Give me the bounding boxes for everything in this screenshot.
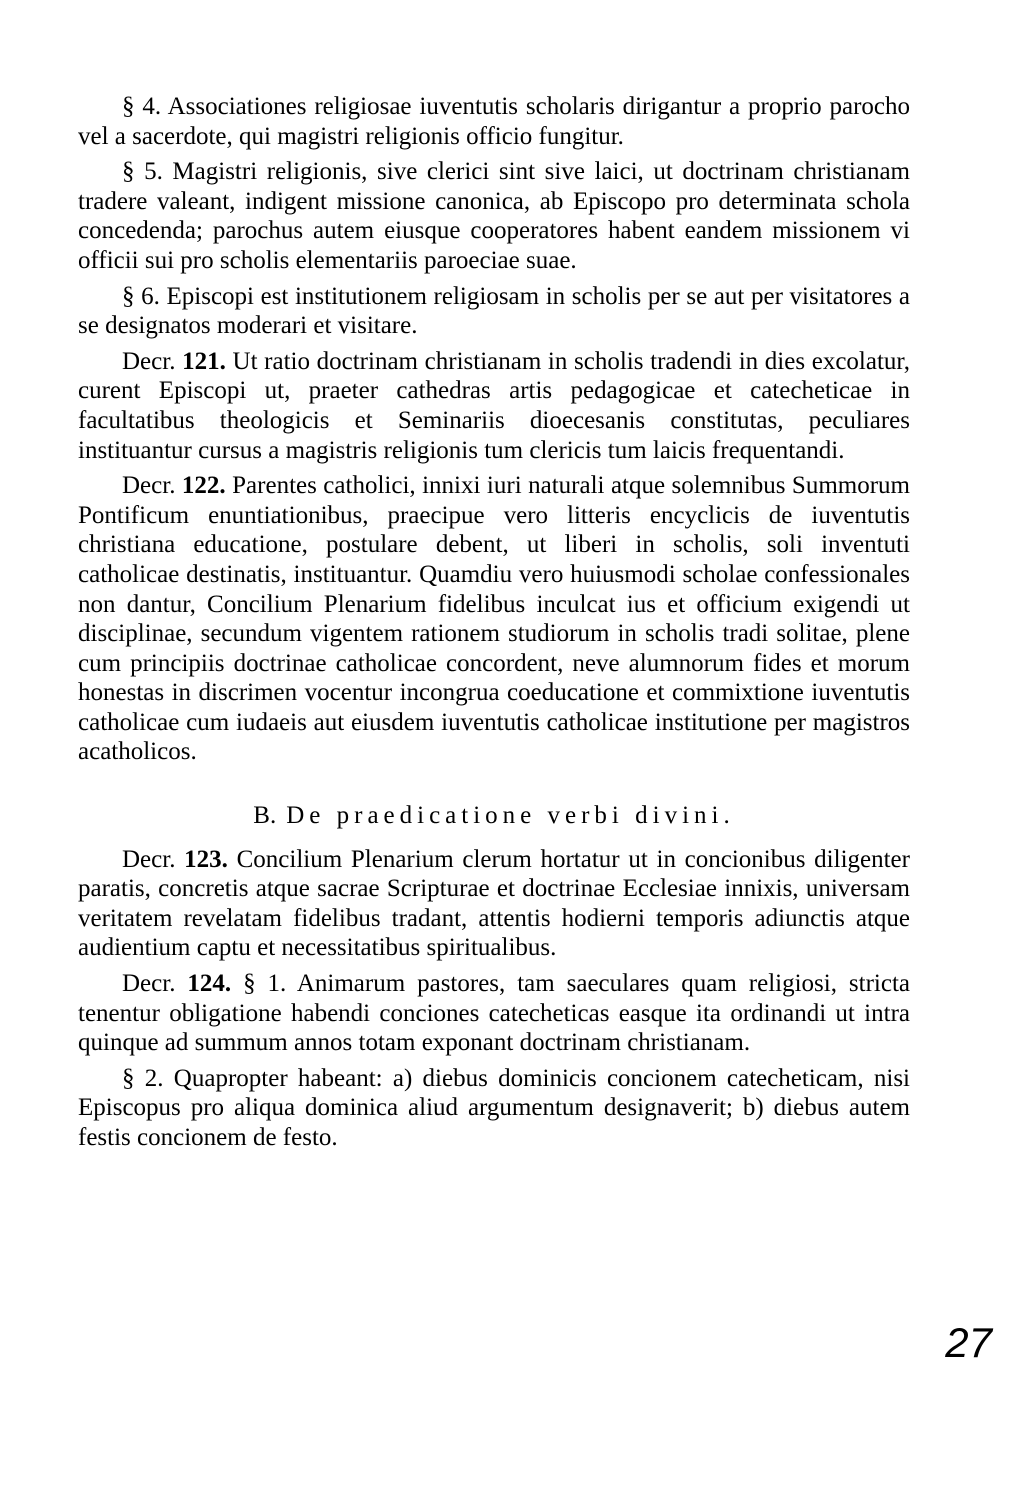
paragraph-text: Episcopi est institutionem religiosam in scholis per se aut per visitatores a se designatos moderari et visitare. [78,282,910,340]
paragraph-text: Quapropter habeant: a) diebus dominicis concionem catecheticam, nisi Episcopus pro aliqua dominica aliud argumentum designaverit; b) diebus autem festis concionem de festo. [78,1064,911,1151]
decree-number: 122. [181,472,226,500]
paragraph-prefix: § 6. [122,282,160,310]
paragraph-text: § 1. Animarum pastores, tam saeculares quam religiosi, stricta tenentur obligatione habendi conciones catecheticas easque ita ordinandi ut intra quinque ad summum annos totam exponant doctrinam christianam. [78,970,910,1057]
section-heading-title: De praedicatione verbi divini. [286,802,735,830]
paragraph-text: Ut ratio doctrinam christianam in scholis tradendi in dies excolatur, curent Episcopi ut, praeter cathedras artis pedagogicae et catecheticae in facultatibus theologicis et Seminariis dioecesanis constitutas, peculiares instituantur cursus a magistris religionis tum clericis tum laicis frequentandi. [78,347,910,464]
paragraph-prefix: Decr. [122,472,182,500]
paragraph-s2 [78,1064,910,1153]
paragraph-s6 [78,282,910,341]
paragraph-prefix: Decr. [122,347,183,375]
paragraph-decr-122 [78,471,910,767]
paragraph-prefix: Decr. [122,970,188,998]
decree-number: 124. [187,970,232,998]
section-heading [78,801,910,831]
paragraph-s5 [78,157,910,275]
section-heading-prefix: B. [253,802,277,830]
paragraph-prefix: § 5. [122,158,163,186]
paragraph-text: Parentes catholici, innixi iuri naturali atque solemnibus Summorum Pontificum enuntiationibus, praecipue vero litteris encyclicis de iuventutis christiana educatione, postulare debent, ut liberi in scholis, soli inventuti catholicae destinatis, instituantur. Quamdiu vero huiusmodi scholae confessionales non dantur, Concilium Plenarium fidelibus inculcat ius et officium exigendi ut disciplinae, secundum vigentem rationem studiorum in scholis tradi solitae, plene cum principiis doctrinae catholicae concordent, neve alumnorum fides et morum honestas in discrimen vocentur incongrua coeducatione et commixtione iuventutis catholicae cum iudaeis aut eiusdem iuventutis catholicae institutione per magistros acatholicos. [78,472,910,766]
paragraph-s4 [78,92,910,151]
paragraph-prefix: Decr. [122,845,185,873]
paragraph-text: Associationes religiosae iuventutis scholaris dirigantur a proprio parocho vel a sacerdote, qui magistri religionis officio fungitur. [78,93,911,150]
paragraph-decr-123 [78,845,910,963]
decree-number: 121. [182,347,226,375]
paragraph-prefix: § 2. [122,1064,164,1092]
page-number: 27 [945,1319,992,1366]
paragraph-decr-121 [78,347,910,465]
paragraph-decr-124 [78,969,910,1058]
paragraph-text: Magistri religionis, sive clerici sint sive laici, ut doctrinam christianam tradere valeant, indigent missione canonica, ab Episcopo pro determinata schola concedenda; parochus autem eiusque cooperatores habent eandem missionem vi officii sui pro scholis elementariis paroeciae suae. [78,158,910,274]
paragraph-prefix: § 4. [122,93,162,120]
page-body [78,92,910,1159]
decree-number: 123. [184,845,228,873]
paragraph-text: Concilium Plenarium clerum hortatur ut in concionibus diligenter paratis, concretis atque sacrae Scripturae et doctrinae Ecclesiae innixis, universam veritatem revelatam fidelibus tradant, attentis hodierni temporis adiunctis atque audientium captu et necessitatibus spiritualibus. [78,845,910,962]
